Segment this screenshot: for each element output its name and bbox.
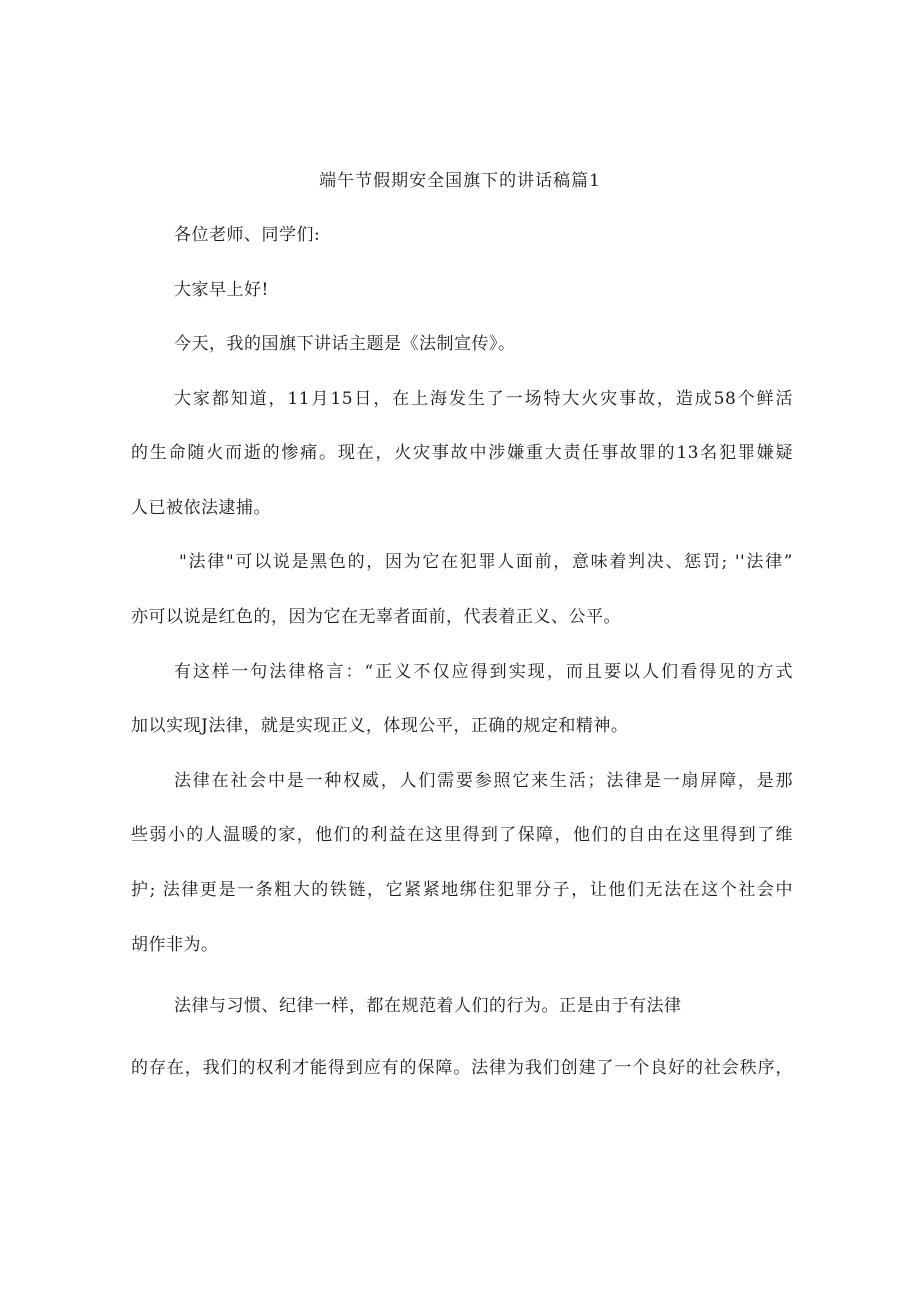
paragraph-line: 大家都知道，11月15日，在上海发生了一场特大火灾事故，造成58个鲜活: [174, 389, 793, 409]
salutation: 各位老师、同学们:: [174, 225, 321, 245]
document-title: 端午节假期安全国旗下的讲话稿篇1: [319, 171, 601, 191]
paragraph-line: 的存在，我们的权利才能得到应有的保障。法律为我们创建了一个良好的社会秩序，: [131, 1058, 793, 1078]
paragraph-line: 些弱小的人温暖的家，他们的利益在这里得到了保障，他们的自由在这里得到了维: [131, 825, 793, 845]
paragraph-line: 法律与习惯、纪律一样，都在规范着人们的行为。正是由于有法律: [174, 996, 682, 1016]
greeting: 大家早上好!: [174, 280, 269, 300]
paragraph-line: 的生命随火而逝的惨痛。现在，火灾事故中涉嫌重大责任事故罪的13名犯罪嫌疑: [131, 443, 793, 463]
paragraph-line: 人已被依法逮捕。: [131, 498, 271, 518]
paragraph-line: 亦可以说是红色的，因为它在无辜者面前，代表着正义、公平。: [131, 607, 621, 627]
paragraph-line: 法律在社会中是一种权威，人们需要参照它来生活；法律是一扇屏障，是那: [174, 771, 793, 791]
paragraph-topic: 今天，我的国旗下讲话主题是《法制宣传》。: [174, 334, 516, 354]
paragraph-line: 加以实现J法律，就是实现正义，体现公平，正确的规定和精神。: [131, 716, 629, 736]
paragraph-line: 胡作非为。: [131, 935, 219, 955]
paragraph-line: 护; 法律更是一条粗大的铁链，它紧紧地绑住犯罪分子，让他们无法在这个社会中: [131, 880, 793, 900]
paragraph-line: 有这样一句法律格言：“正义不仅应得到实现，而且要以人们看得见的方式: [174, 662, 793, 682]
paragraph-line: "法律"可以说是黑色的，因为它在犯罪人面前，意味着判决、惩罚; ''法律”: [179, 552, 793, 572]
